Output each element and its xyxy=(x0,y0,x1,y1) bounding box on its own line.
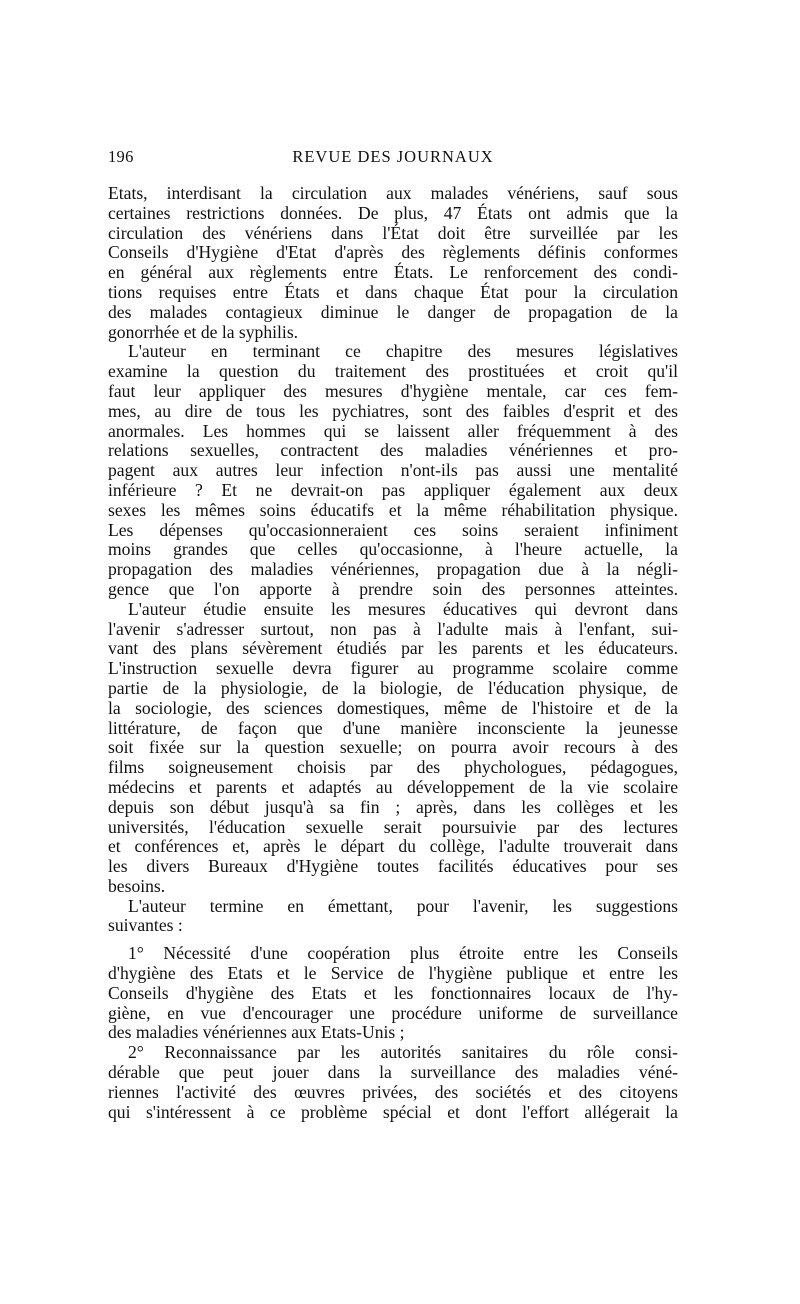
text-line: pagent aux autres leur infection n'ont-ils pas aussi une mentalité xyxy=(108,460,678,481)
text-line: d'hygiène des Etats et le Service de l'hygiène publique et entre les xyxy=(108,963,678,984)
text-line: Etats, interdisant la circulation aux malades vénériens, sauf sous xyxy=(108,183,678,203)
page-header xyxy=(108,147,678,169)
text-line: riennes l'activité des œuvres privées, des sociétés et des citoyens xyxy=(108,1081,678,1102)
text-line: vant des plans sévèrement étudiés par les parents et les éducateurs. xyxy=(108,638,678,659)
text-line: inférieure ? Et ne devrait-on pas appliquer également aux deux xyxy=(108,479,678,500)
text-line: gonorrhée et de la syphilis. xyxy=(108,321,299,342)
text-line: la sociologie, des sciences domestiques, même de l'histoire et de la xyxy=(108,697,678,718)
text-line: besoins. xyxy=(108,875,166,896)
text-line: et conférences et, après le départ du collège, l'adulte trouverait dans xyxy=(108,836,678,857)
text-line: des maladies vénériennes aux Etats-Unis ; xyxy=(108,1022,405,1043)
text-line: depuis son début jusqu'à sa fin ; après, dans les collèges et les xyxy=(108,796,678,817)
text-line: en général aux règlements entre États. Le renforcement des condi- xyxy=(108,262,678,283)
text-line: suivantes : xyxy=(108,915,183,936)
text-line: mes, au dire de tous les pychiatres, sont des faibles d'esprit et des xyxy=(108,400,678,421)
text-line: médecins et parents et adaptés au développement de la vie scolaire xyxy=(108,776,678,797)
text-line: tions requises entre États et dans chaque État pour la circulation xyxy=(108,281,678,302)
running-title: REVUE DES JOURNAUX xyxy=(292,147,494,166)
text-line: les divers Bureaux d'Hygiène toutes facilités éducatives pour ses xyxy=(108,856,678,877)
page-number: 196 xyxy=(108,147,134,166)
text-line: universités, l'éducation sexuelle serait poursuivie par des lectures xyxy=(108,816,678,837)
article-body xyxy=(108,184,678,1122)
text-line: examine la question du traitement des prostituées et croit qu'il xyxy=(108,361,678,382)
text-line: littérature, de façon que d'une manière inconsciente la jeunesse xyxy=(108,717,678,738)
text-line: relations sexuelles, contractent des maladies vénériennes et pro- xyxy=(108,440,678,461)
text-line: propagation des maladies vénériennes, propagation due à la négli- xyxy=(108,559,678,580)
text-line: L'instruction sexuelle devra figurer au programme scolaire comme xyxy=(108,658,678,679)
text-line: 1° Nécessité d'une coopération plus étroite entre les Conseils xyxy=(128,943,678,964)
text-line: qui s'intéressent à ce problème spécial et dont l'effort allégerait la xyxy=(108,1101,678,1122)
text-line: gence que l'on apporte à prendre soin des personnes atteintes. xyxy=(108,578,678,599)
text-line: films soigneusement choisis par des phychologues, pédagogues, xyxy=(108,757,678,778)
text-line: sexes les mêmes soins éducatifs et la même réhabilitation physique. xyxy=(108,499,678,520)
text-line: partie de la physiologie, de la biologie, de l'éducation physique, de xyxy=(108,677,678,698)
text-line: faut leur appliquer des mesures d'hygiène mentale, car ces fem- xyxy=(108,380,678,401)
text-line: l'avenir s'adresser surtout, non pas à l'adulte mais à l'enfant, sui- xyxy=(108,618,678,639)
text-line: certaines restrictions données. De plus, 47 États ont admis que la xyxy=(108,202,678,223)
text-line: anormales. Les hommes qui se laissent aller fréquemment à des xyxy=(108,420,678,441)
text-line: giène, en vue d'encourager une procédure uniforme de surveillance xyxy=(108,1002,678,1023)
text-line: circulation des vénériens dans l'État doit être surveillée par les xyxy=(108,222,678,243)
text-line: des malades contagieux diminue le danger de propagation de la xyxy=(108,301,678,322)
text-line: Conseils d'Hygiène d'Etat d'après des règlements définis conformes xyxy=(108,242,678,263)
text-line: L'auteur étudie ensuite les mesures éducatives qui devront dans xyxy=(128,598,678,619)
text-line: L'auteur termine en émettant, pour l'avenir, les suggestions xyxy=(128,895,678,916)
text-line: dérable que peut jouer dans la surveillance des maladies véné- xyxy=(108,1062,678,1083)
text-line: Conseils d'hygiène des Etats et les fonctionnaires locaux de l'hy- xyxy=(108,982,678,1003)
text-line: soit fixée sur la question sexuelle; on pourra avoir recours à des xyxy=(108,737,678,758)
text-line: Les dépenses qu'occasionneraient ces soins seraient infiniment xyxy=(108,519,678,540)
text-line: moins grandes que celles qu'occasionne, à l'heure actuelle, la xyxy=(108,539,678,560)
text-line: L'auteur en terminant ce chapitre des mesures législatives xyxy=(128,341,678,362)
text-line: 2° Reconnaissance par les autorités sanitaires du rôle consi- xyxy=(128,1042,678,1063)
